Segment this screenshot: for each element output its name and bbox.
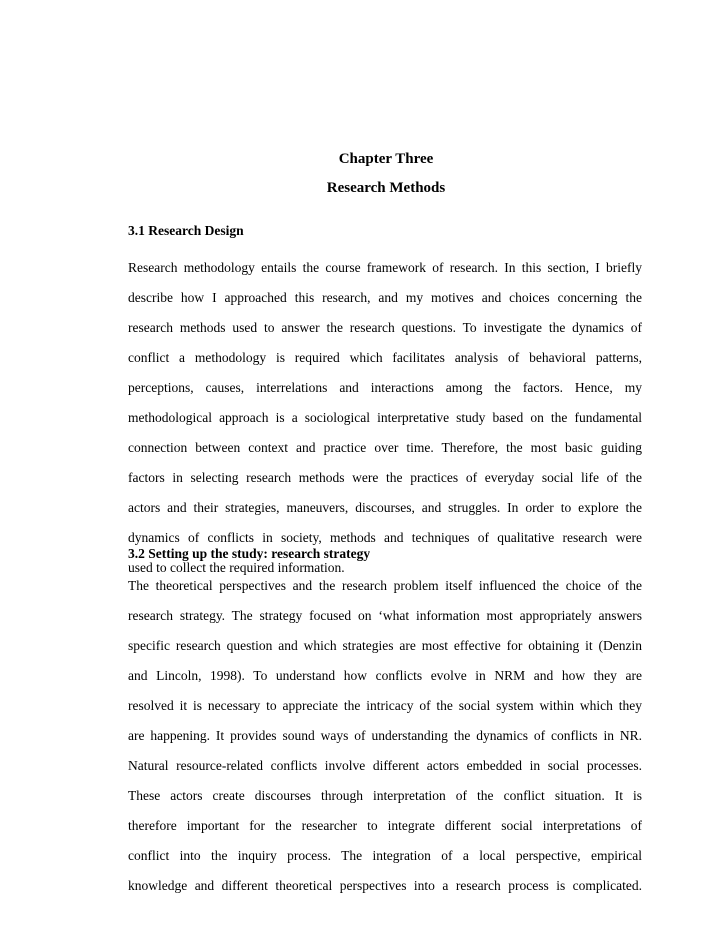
- paragraph-line: are happening. It provides sound ways of understanding the dynamics of conflicts in NR.: [128, 728, 642, 743]
- paragraph-line: Natural resource-related conflicts involve different actors embedded in social processes.: [128, 758, 642, 773]
- paragraph-line: factors in selecting research methods were the practices of everyday social life of the: [128, 470, 642, 485]
- paragraph-line: used to collect the required information.: [128, 560, 345, 575]
- chapter-number: Chapter Three: [338, 151, 434, 167]
- paragraph-line: specific research question and which strategies are most effective for obtaining it (Denzin: [128, 638, 642, 653]
- paragraph-line: knowledge and different theoretical perspectives into a research process is complicated.: [128, 878, 642, 893]
- paragraph-line: conflict into the inquiry process. The integration of a local perspective, empirical: [128, 848, 642, 863]
- chapter-title: Research Methods: [326, 180, 446, 196]
- section-heading-research-design: 3.1 Research Design: [128, 223, 244, 238]
- paragraph-line: therefore important for the researcher to integrate different social interpretations of: [128, 818, 642, 833]
- paragraph-line: research strategy. The strategy focused on ‘what information most appropriately answers: [128, 608, 642, 623]
- paragraph-line: actors and their strategies, maneuvers, discourses, and struggles. In order to explore the: [128, 500, 642, 515]
- paragraph-line: connection between context and practice over time. Therefore, the most basic guiding: [128, 440, 642, 455]
- paragraph-line: resolved it is necessary to appreciate the intricacy of the social system within which they: [128, 698, 642, 713]
- paragraph-line: and Lincoln, 1998). To understand how conflicts evolve in NRM and how they are: [128, 668, 642, 683]
- paragraph-research-strategy: [128, 575, 642, 905]
- paragraph-research-design: [128, 257, 642, 587]
- paragraph-line: methodological approach is a sociological interpretative study based on the fundamental: [128, 410, 642, 425]
- section-heading-research-strategy: 3.2 Setting up the study: research strategy: [128, 546, 371, 561]
- paragraph-line: dynamics of conflicts in society, methods and techniques of qualitative research were: [128, 530, 642, 545]
- paragraph-line: perceptions, causes, interrelations and interactions among the factors. Hence, my: [128, 380, 642, 395]
- paragraph-line: These actors create discourses through interpretation of the conflict situation. It is: [128, 788, 642, 803]
- paragraph-line: conflict a methodology is required which facilitates analysis of behavioral patterns,: [128, 350, 642, 365]
- paragraph-line: describe how I approached this research, and my motives and choices concerning the: [128, 290, 642, 305]
- paragraph-line: research methods used to answer the research questions. To investigate the dynamics of: [128, 320, 642, 335]
- paragraph-line: The theoretical perspectives and the research problem itself influenced the choice of the: [128, 578, 642, 593]
- paragraph-line: Research methodology entails the course framework of research. In this section, I briefly: [128, 260, 642, 275]
